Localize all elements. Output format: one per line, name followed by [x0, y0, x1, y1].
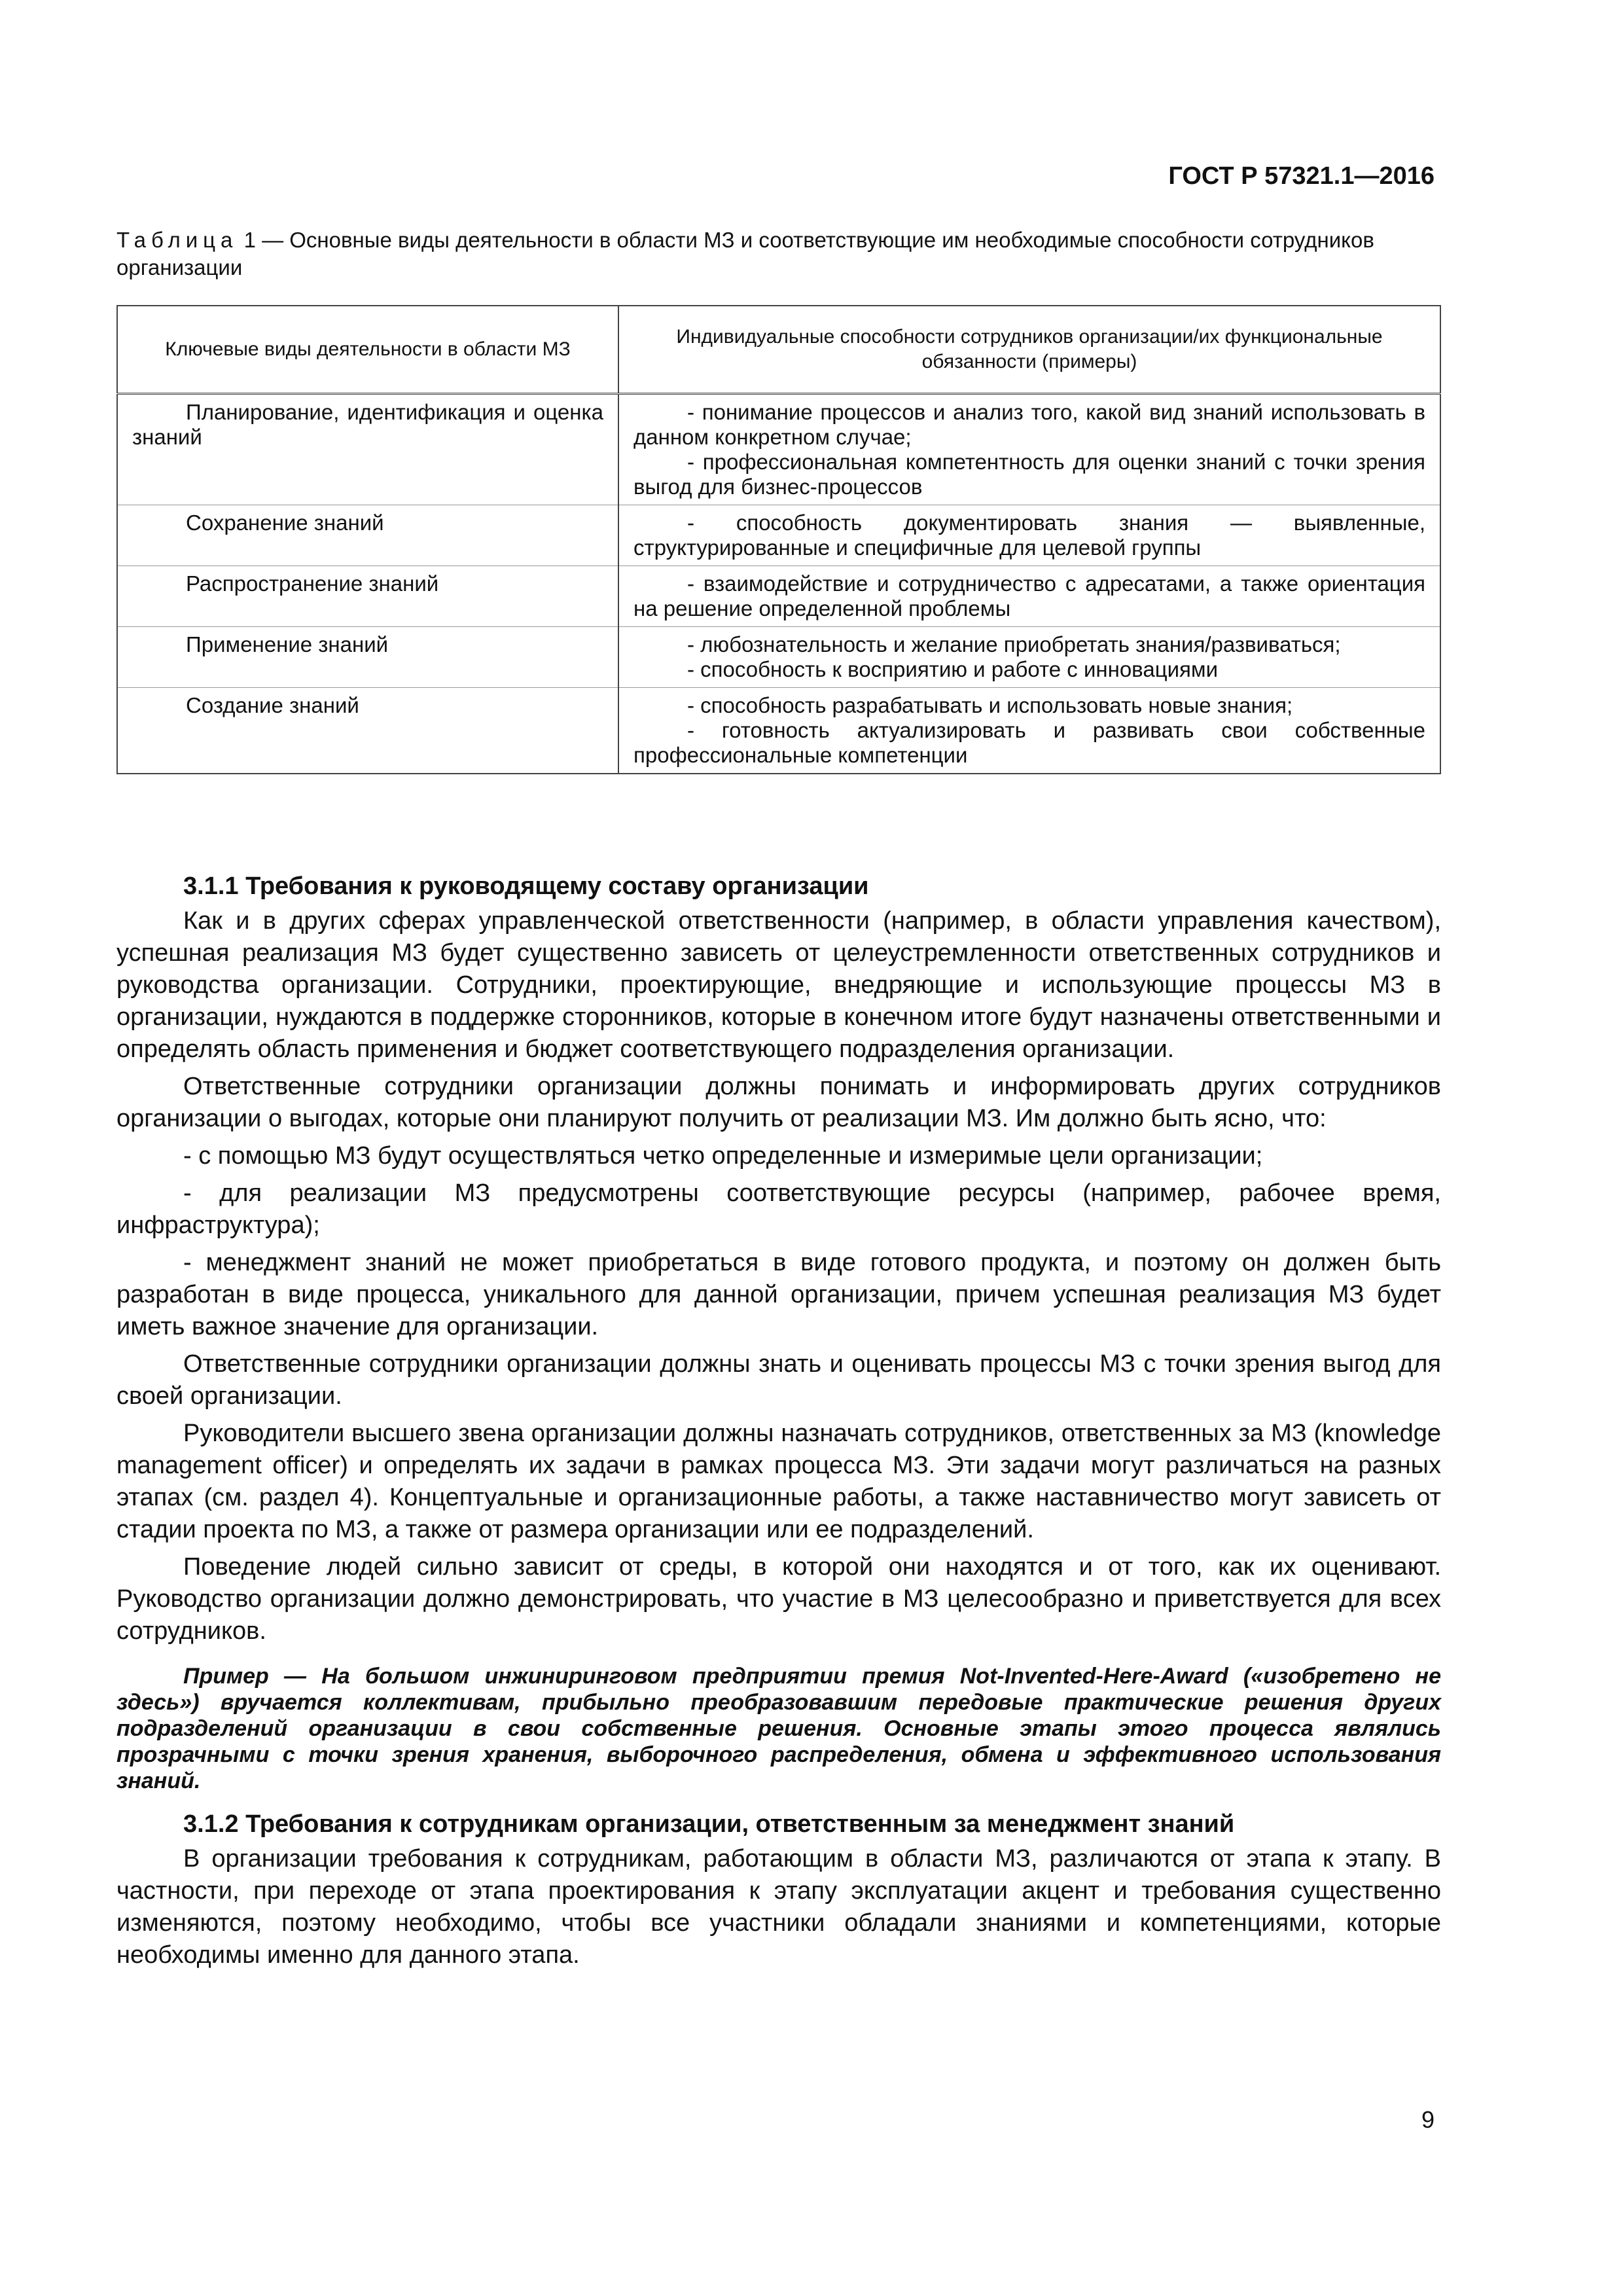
column-header-abilities: Индивидуальные способности сотрудников организации/их функциональные обязанности (примеры) — [618, 306, 1440, 394]
table-row — [117, 688, 1440, 774]
activity-cell: Сохранение знаний — [117, 505, 618, 566]
activity-cell: Применение знаний — [117, 627, 618, 688]
activity-cell: Распространение знаний — [117, 566, 618, 627]
paragraph: Ответственные сотрудники организации должны знать и оценивать процессы МЗ с точки зрения выгод для своей организации. — [116, 1350, 1441, 1410]
paragraph: Ответственные сотрудники организации должны понимать и информировать других сотрудников организации о выгодах, которые они планируют получить от реализации МЗ. Им должно быть ясно, что: — [116, 1073, 1441, 1132]
example-note: Пример — На большом инжиниринговом предприятии премия Not-Invented-Here-Award («изобретено не здесь») вручается коллективам, прибыльно преобразовавшим передовые практические решения других подразделений организации в свои собственные решения. Основные этапы этого процесса являлись прозрачными с точки зрения хранения, выборочного распределения, обмена и эффективного использования знаний. — [116, 1664, 1441, 1793]
table-row — [117, 627, 1440, 688]
document-code: ГОСТ Р 57321.1—2016 — [1168, 162, 1435, 190]
ability-item: - любознательность и желание приобретать знания/развиваться; — [687, 632, 1341, 656]
table-caption-text: — Основные виды деятельности в области МЗ и соответствующие им необходимые способности сотрудников организации — [116, 228, 1374, 279]
table-row — [117, 394, 1440, 505]
ability-item: - способность к восприятию и работе с инновациями — [687, 657, 1219, 681]
table-header-row — [117, 306, 1440, 394]
main-text — [116, 870, 1441, 1977]
table-caption-label: Таблица — [116, 228, 238, 252]
abilities-cell — [618, 394, 1440, 505]
abilities-cell — [618, 505, 1440, 566]
activity-cell: Планирование, идентификация и оценка знаний — [117, 394, 618, 505]
paragraph: Как и в других сферах управленческой ответственности (например, в области управления качеством), успешная реализация МЗ будет существенно зависеть от целеустремленности ответственных сотрудников и руководства организации. Сотрудники, проектирующие, внедряющие и использующие процессы МЗ в организации, нуждаются в поддержке сторонников, которые в конечном итоге будут назначены ответственными и определять область применения и бюджет соответствующего подразделения организации. — [116, 907, 1441, 1063]
ability-item: - понимание процессов и анализ того, какой вид знаний использовать в данном конкретном случае; — [633, 400, 1425, 449]
list-item: - для реализации МЗ предусмотрены соответствующие ресурсы (например, рабочее время, инфраструктура); — [116, 1179, 1441, 1239]
ability-item: - готовность актуализировать и развивать свои собственные профессиональные компетенции — [633, 718, 1425, 767]
ability-item: - способность разрабатывать и использовать новые знания; — [687, 693, 1293, 717]
activity-cell: Создание знаний — [117, 688, 618, 774]
list-item: - менеджмент знаний не может приобретаться в виде готового продукта, и поэтому он должен быть разработан в виде процесса, уникального для данной организации, причем успешная реализация МЗ будет иметь важное значение для организации. — [116, 1249, 1441, 1340]
abilities-cell — [618, 566, 1440, 627]
ability-item: - взаимодействие и сотрудничество с адресатами, а также ориентация на решение определенной проблемы — [633, 571, 1425, 620]
abilities-cell — [618, 688, 1440, 774]
page-number: 9 — [1421, 2106, 1435, 2133]
table-caption-number: 1 — [243, 228, 256, 252]
table-row — [117, 566, 1440, 627]
table-caption — [116, 226, 1438, 281]
list-item: - с помощью МЗ будут осуществляться четко определенные и измеримые цели организации; — [183, 1142, 1263, 1170]
column-header-activity: Ключевые виды деятельности в области МЗ — [117, 306, 618, 394]
paragraph: Руководители высшего звена организации должны назначать сотрудников, ответственных за МЗ (knowledge management officer) и определять их задачи в рамках процесса МЗ. Эти задачи могут различаться на разных этапах (см. раздел 4). Концептуальные и организационные работы, а также наставничество могут зависеть от стадии проекта по МЗ, а также от размера организации или ее подразделений. — [116, 1420, 1441, 1543]
table-row — [117, 505, 1440, 566]
abilities-cell — [618, 627, 1440, 688]
paragraph: В организации требования к сотрудникам, работающим в области МЗ, различаются от этапа к этапу. В частности, при переходе от этапа проектирования к этапу эксплуатации акцент и требования существенно изменяются, поэтому необходимо, чтобы все участники обладали знаниями и компетенциями, которые необходимы именно для данного этапа. — [116, 1845, 1441, 1969]
activities-table — [116, 305, 1441, 774]
paragraph: Поведение людей сильно зависит от среды, в которой они находятся и от того, как их оценивают. Руководство организации должно демонстрировать, что участие в МЗ целесообразно и приветствуется для всех сотрудников. — [116, 1553, 1441, 1645]
ability-item: - профессиональная компетентность для оценки знаний с точки зрения выгод для бизнес-процессов — [633, 450, 1425, 499]
ability-item: - способность документировать знания — выявленные, структурированные и специфичные для целевой группы — [633, 511, 1425, 560]
section-heading-3-1-1: 3.1.1 Требования к руководящему составу организации — [183, 872, 869, 900]
section-heading-3-1-2: 3.1.2 Требования к сотрудникам организации, ответственным за менеджмент знаний — [183, 1810, 1235, 1838]
